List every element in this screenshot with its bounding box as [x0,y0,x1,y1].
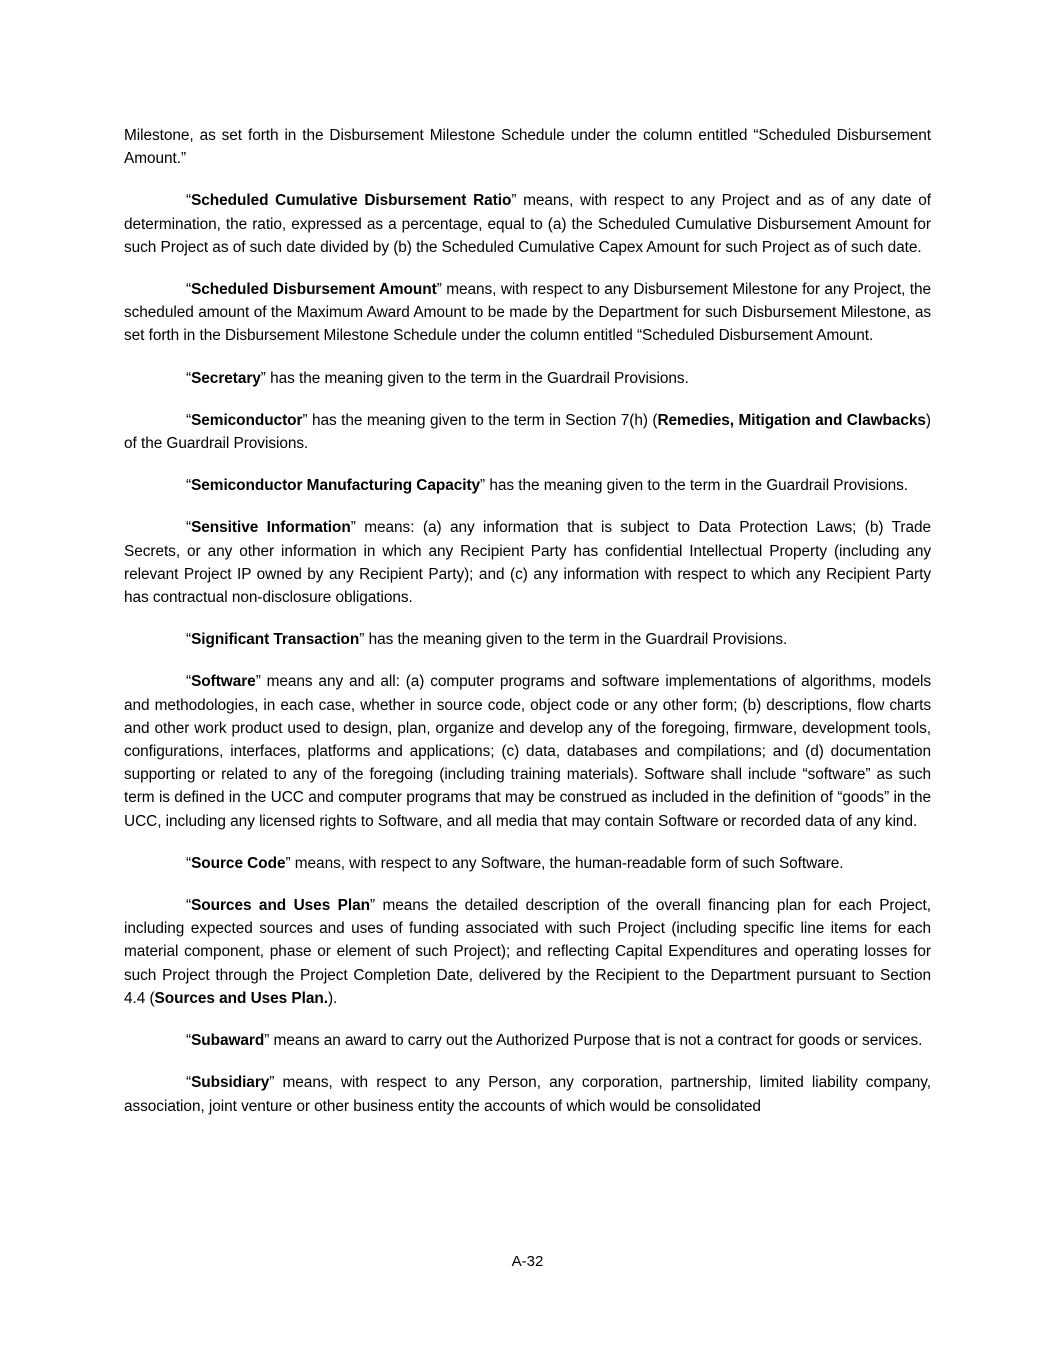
close-quote: ” [436,281,442,299]
definition-scheduled-cumulative-disbursement-ratio [124,189,931,259]
close-quote: ” [350,519,356,537]
document-page [124,124,931,1137]
definition-semiconductor-manufacturing-capacity [124,474,931,497]
close-quote: ” [260,369,266,387]
open-quote: “ [186,897,192,915]
defined-term: Subaward [191,1032,265,1050]
definition-subsidiary [124,1071,931,1117]
close-quote: ” [369,897,376,915]
definition-body: has the meaning given to the term in the Guardrail Provisions. [265,369,689,387]
defined-term: Semiconductor [191,411,303,429]
close-quote: ” [511,192,517,210]
open-quote: “ [186,411,192,429]
definition-significant-transaction [124,628,931,651]
definition-body: means, with respect to any Project and as of any date of determination, the ratio, expressed as a percentage, equal to (a) the Scheduled Cumulative Disbursement Amount for such Project as of such date divided by (b) the Scheduled Cumulative Capex Amount for such Project as of such date. [124,192,931,256]
section-reference: Sources and Uses Plan. [154,989,328,1007]
close-quote: ” [480,477,486,495]
definition-tail: ). [327,989,338,1007]
definition-body: means: (a) any information that is subject to Data Protection Laws; (b) Trade Secrets, or any other information in which any Recipient Party has confidential Intellectual Property (including any relevant Project IP owned by any Recipient Party); and (c) any information with respect to which any Recipient Party has contractual non-disclosure obligations. [124,519,932,607]
defined-term: Secretary [191,369,261,387]
definition-body: means, with respect to any Software, the human-readable form of such Software. [290,854,844,872]
definition-semiconductor [124,409,931,455]
paragraph-continuation [124,124,931,170]
definition-body: has the meaning given to the term in Section 7(h) ( [307,411,658,429]
definition-body: means the detailed description of the overall financing plan for each Project, including expected sources and uses of funding associated with such Project (including specific line items for each material component, phase or element of such Project); and reflecting Capital Expenditures and operating losses for such Project through the Project Completion Date, delivered by the Recipient to the Department pursuant to Section 4.4 ( [124,897,931,1007]
close-quote: ” [255,673,261,691]
section-reference: Remedies, Mitigation and Clawbacks [657,411,926,429]
page-number: A-32 [511,1253,544,1270]
defined-term: Semiconductor Manufacturing Capacity [191,477,481,495]
close-quote: ” [302,411,308,429]
open-quote: “ [186,673,192,691]
definition-software [124,670,931,832]
open-quote: “ [186,1074,192,1092]
definition-sensitive-information [124,516,931,609]
definition-source-code [124,852,931,875]
definition-body: means any and all: (a) computer programs and software implementations of algorithms, models and methodologies, in each case, whether in source code, object code or any other form; (b) descriptions, flow charts and other work product used to design, plan, organize and develop any of the foregoing, firmware, development tools, configurations, interfaces, platforms and applications; (c) data, databases and compilations; and (d) documentation supporting or related to any of the foregoing (including training materials). Software shall include “software” as such term is defined in the UCC and computer programs that may be construed as included in the definition of “goods” in the UCC, including any licensed rights to Software, and all media that may contain Software or recorded data of any kind. [124,673,931,830]
definition-scheduled-disbursement-amount [124,278,931,348]
definition-subaward [124,1029,931,1052]
open-quote: “ [186,631,192,649]
definition-tail: ) of the Guardrail Provisions. [124,411,931,453]
open-quote: “ [186,519,192,537]
close-quote: ” [359,631,365,649]
close-quote: ” [264,1032,270,1050]
open-quote: “ [186,477,192,495]
defined-term: Sources and Uses Plan [191,897,370,915]
defined-term: Sensitive Information [191,519,351,537]
definition-body: means, with respect to any Disbursement Milestone for any Project, the scheduled amount of the Maximum Award Amount to be made by the Department for such Disbursement Milestone, as set forth in the Disbursement Milestone Schedule under the column entitled “Scheduled Disbursement Amount. [124,281,932,345]
close-quote: ” [285,854,291,872]
defined-term: Software [191,673,256,691]
defined-term: Scheduled Disbursement Amount [191,281,437,299]
defined-term: Source Code [191,854,286,872]
open-quote: “ [186,854,192,872]
defined-term: Significant Transaction [191,631,360,649]
paragraph-text: Milestone, as set forth in the Disbursement Milestone Schedule under the column entitled “Scheduled Disbursement Amount.” [124,127,931,168]
open-quote: “ [186,281,192,299]
close-quote: ” [269,1074,275,1092]
definition-body: has the meaning given to the term in the Guardrail Provisions. [485,477,909,495]
open-quote: “ [186,369,192,387]
definition-secretary [124,367,931,390]
open-quote: “ [186,192,192,210]
definition-body: has the meaning given to the term in the Guardrail Provisions. [364,631,788,649]
defined-term: Scheduled Cumulative Disbursement Ratio [191,192,512,210]
open-quote: “ [186,1032,192,1050]
defined-term: Subsidiary [191,1074,270,1092]
definition-body: means an award to carry out the Authorized Purpose that is not a contract for goods or services. [269,1032,923,1050]
definition-sources-and-uses-plan [124,894,931,1010]
definition-body: means, with respect to any Person, any corporation, partnership, limited liability company, association, joint venture or other business entity the accounts of which would be consolidated [124,1074,931,1115]
